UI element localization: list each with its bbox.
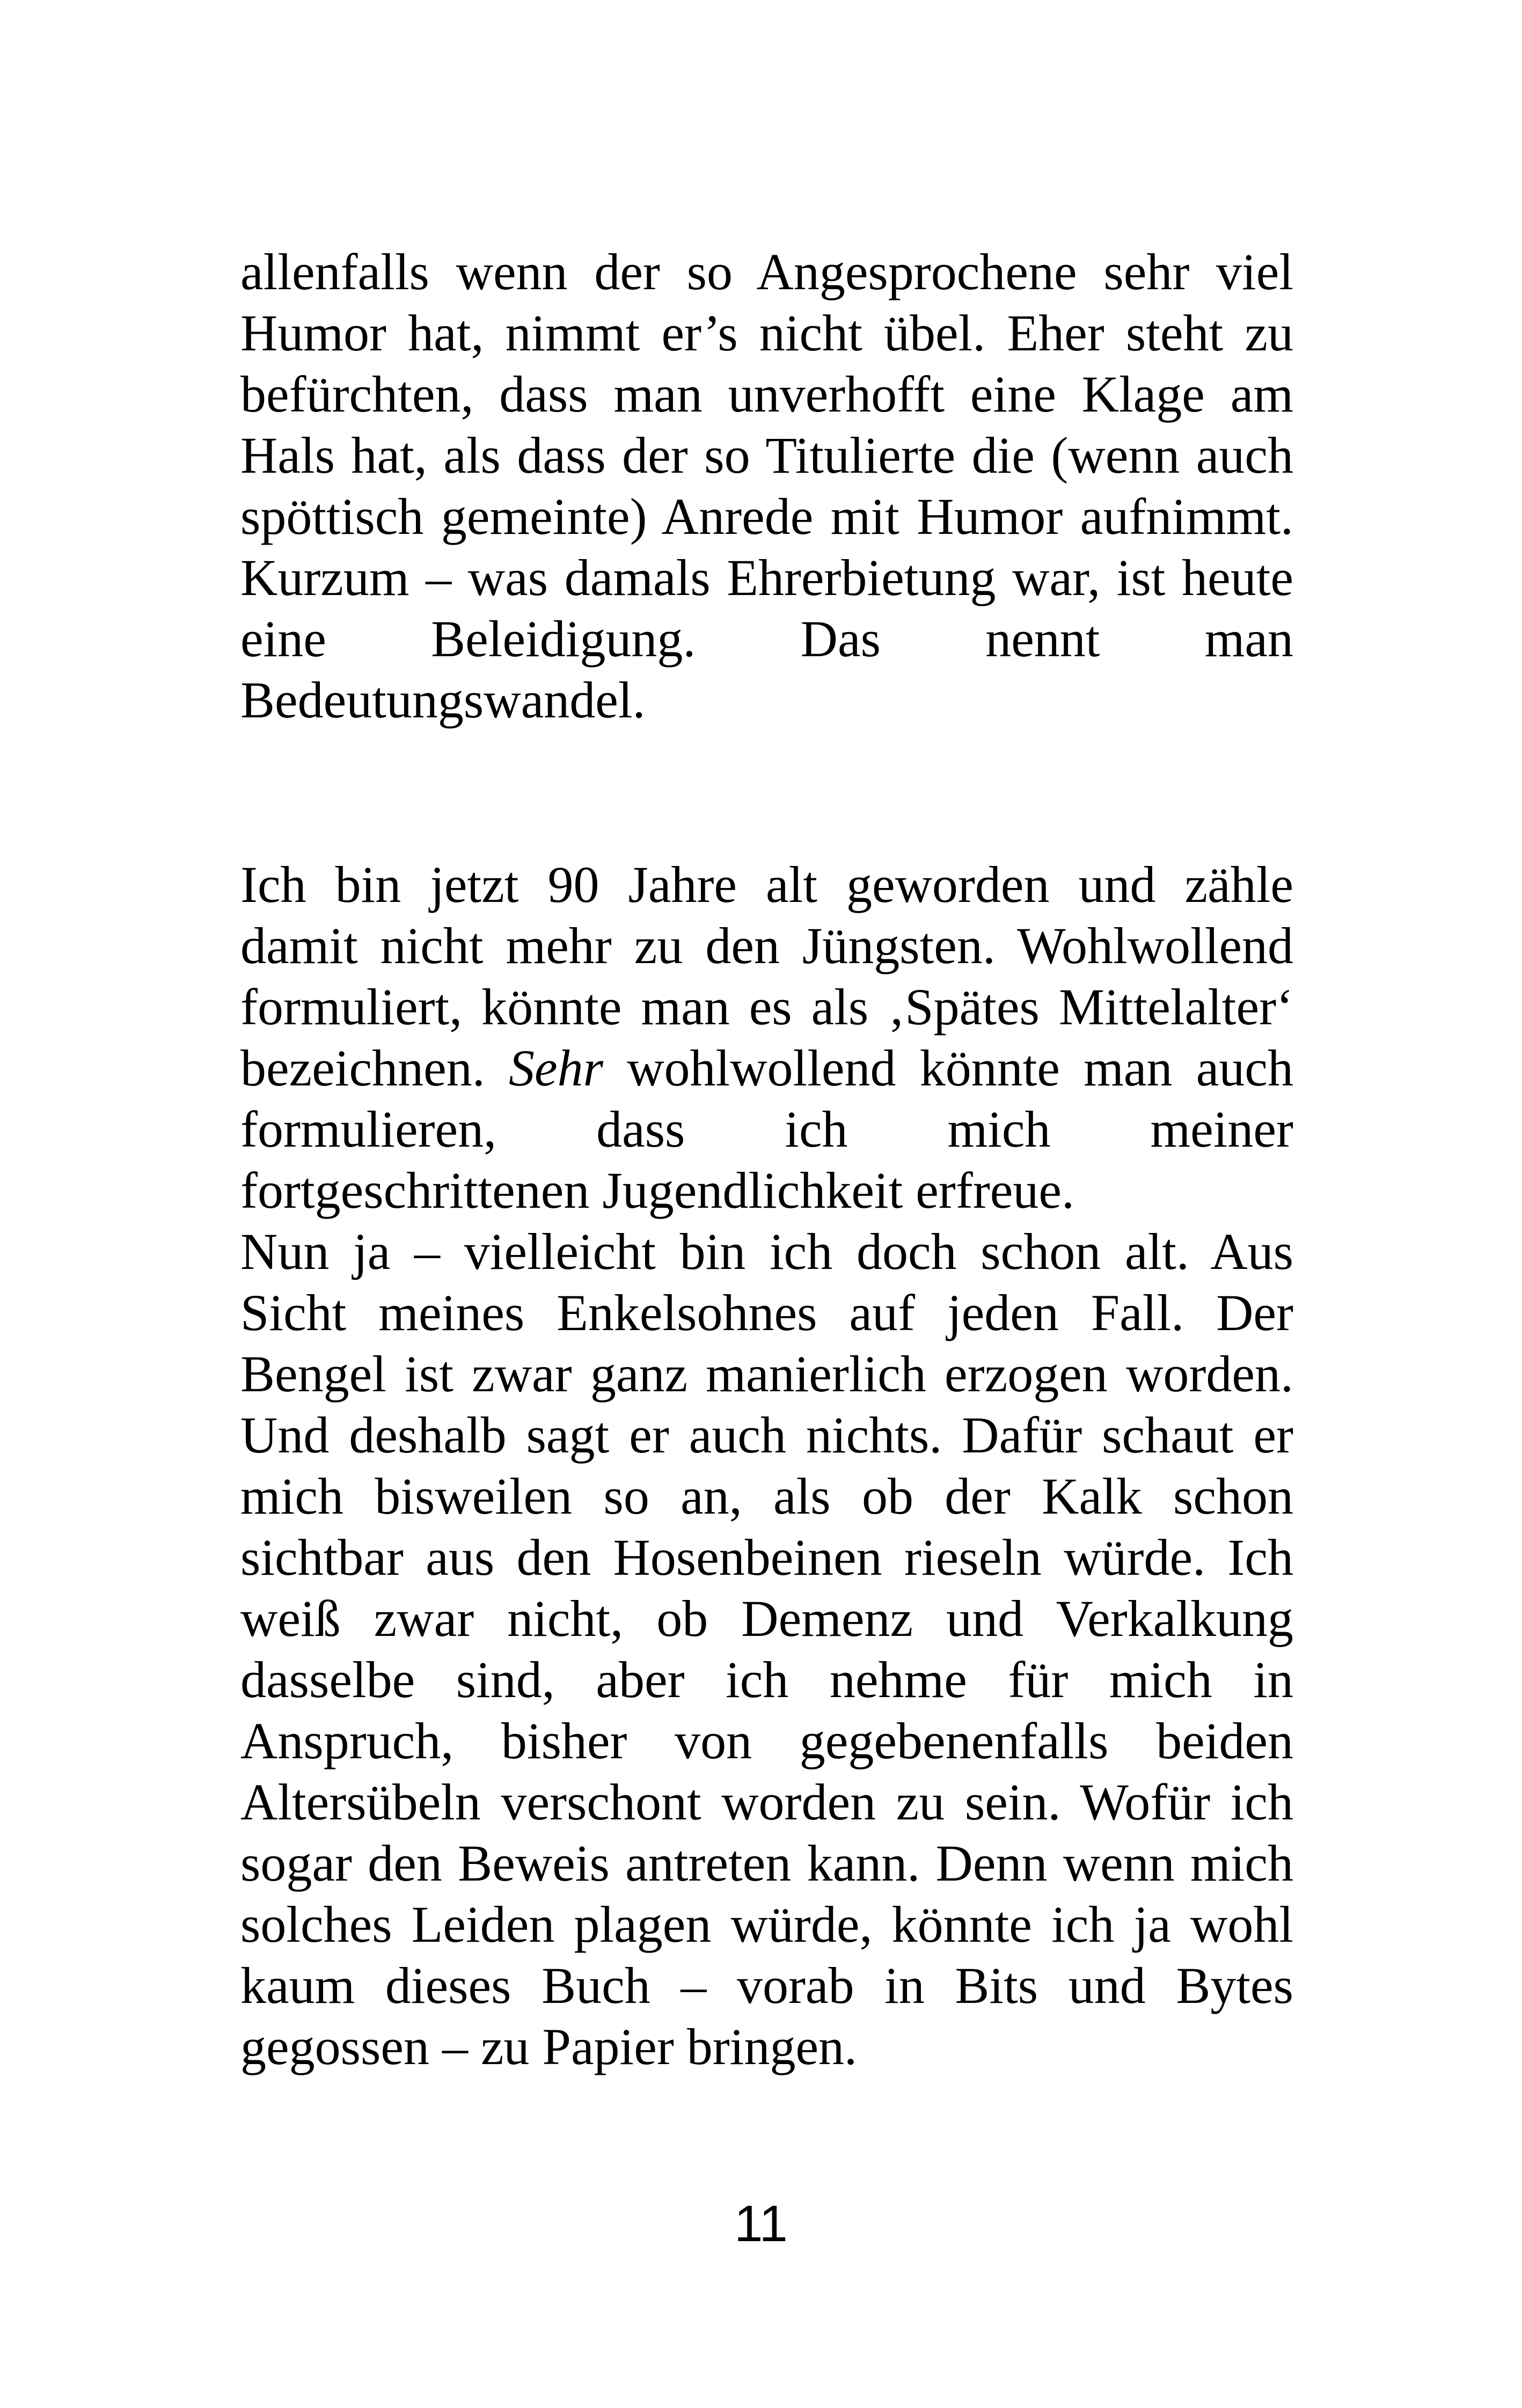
text-line: solches Leiden plagen würde, könnte ich ja wohl [240, 1896, 1293, 1953]
text-line: damit nicht mehr zu den Jüngsten. Wohlwollend [240, 917, 1293, 974]
text-line: sichtbar aus den Hosenbeinen rieseln würde. Ich [240, 1529, 1293, 1586]
text-line: sogar den Beweis antreten kann. Denn wenn mich [240, 1834, 1293, 1892]
text-line: kaum dieses Buch – vorab in Bits und Bytes [240, 1957, 1293, 2014]
emphasized-word: Sehr [508, 1039, 603, 1097]
text-line: Bedeutungswandel. [240, 671, 646, 729]
text-line: mich bisweilen so an, als ob der Kalk schon [240, 1467, 1293, 1525]
page-number: 11 [734, 2195, 788, 2252]
text-line: Humor hat, nimmt er’s nicht übel. Eher steht zu [240, 304, 1293, 362]
paragraph-2 [240, 854, 1293, 2077]
text-line: Kurzum – was damals Ehrerbietung war, ist heute [240, 549, 1293, 606]
text-line: formuliert, könnte man es als ‚Spätes Mittelalter‘ [240, 978, 1293, 1036]
text-line: Und deshalb sagt er auch nichts. Dafür schaut er [240, 1406, 1293, 1464]
text-line: befürchten, dass man unverhofft eine Klage am [240, 365, 1293, 423]
text-line: gegossen – zu Papier bringen. [240, 2018, 858, 2075]
text-line-with-emphasis [240, 1038, 1293, 1099]
text-line: spöttisch gemeinte) Anrede mit Humor aufnimmt. [240, 488, 1293, 545]
text-line: fortgeschrittenen Jugendlichkeit erfreue. [240, 1162, 1074, 1219]
text-line: Altersübeln verschont worden zu sein. Wofür ich [240, 1773, 1293, 1831]
paragraph-1 [240, 241, 1293, 731]
text-line: formulieren, dass ich mich meiner [240, 1100, 1293, 1158]
text-line: weiß zwar nicht, ob Demenz und Verkalkung [240, 1590, 1293, 1647]
line-text-before: bezeichnen. [240, 1039, 509, 1097]
text-line: Ich bin jetzt 90 Jahre alt geworden und zähle [240, 856, 1293, 913]
text-line: Sicht meines Enkelsohnes auf jeden Fall. Der [240, 1284, 1293, 1341]
text-line: Nun ja – vielleicht bin ich doch schon alt. Aus [240, 1223, 1293, 1280]
text-line: dasselbe sind, aber ich nehme für mich in [240, 1651, 1293, 1708]
text-line: Bengel ist zwar ganz manierlich erzogen worden. [240, 1345, 1293, 1403]
text-line: Hals hat, als dass der so Titulierte die (wenn auch [240, 427, 1293, 484]
text-line: allenfalls wenn der so Angesprochene sehr viel [240, 243, 1293, 300]
text-line: eine Beleidigung. Das nennt man [240, 610, 1293, 667]
line-text-after: wohlwollend könnte man auch [603, 1039, 1293, 1097]
text-line: Anspruch, bisher von gegebenenfalls beiden [240, 1712, 1293, 1770]
